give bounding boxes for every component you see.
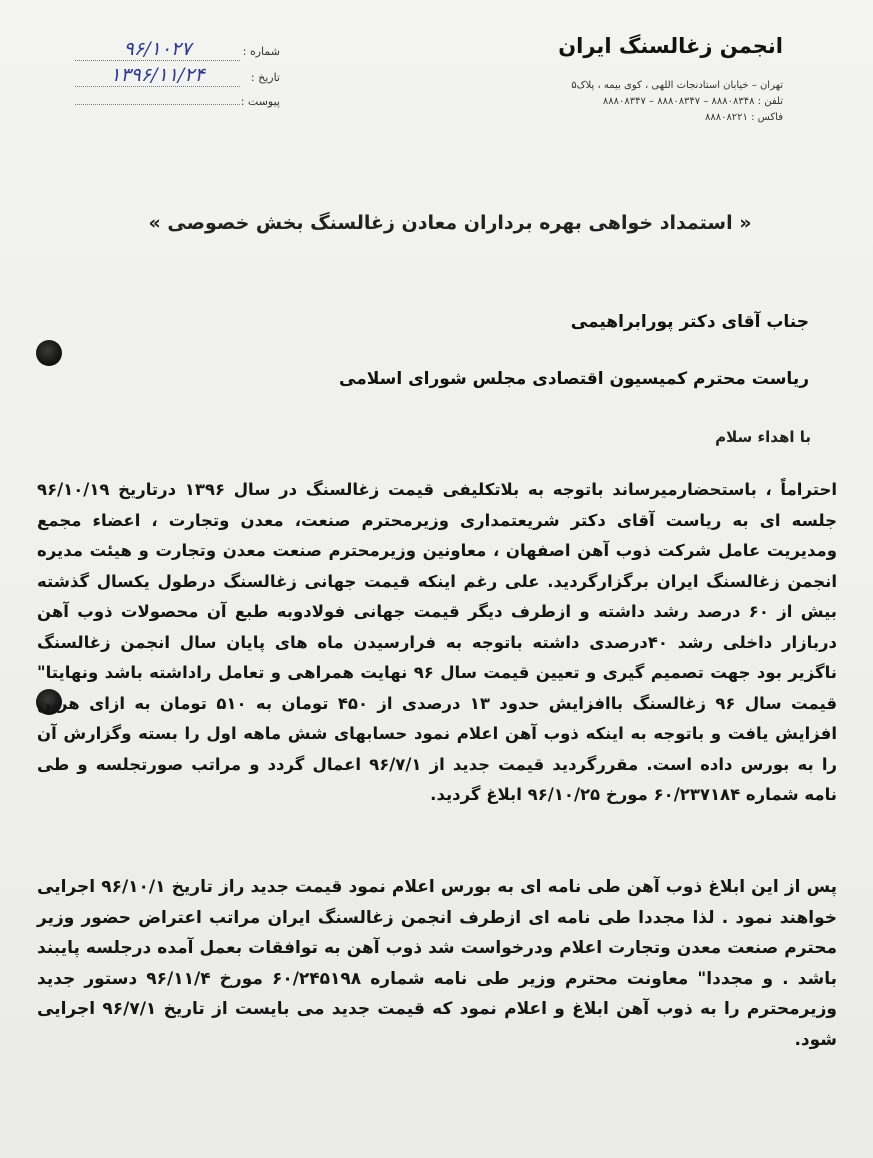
greeting: با اهداء سلام — [715, 428, 811, 446]
letter-meta — [40, 38, 280, 116]
letter-number-label: شماره : — [242, 45, 280, 58]
letter-date-value: ۱۳۹۶/۱۱/۲۴ — [75, 64, 240, 87]
letter-number-row — [40, 38, 280, 64]
body-paragraph-1: احتراماً ، باستحضارمیرساند باتوجه به بلاتکلیفی قیمت زغالسنگ در سال ۱۳۹۶ درتاریخ ۹۶/۱۰/۱۹ جلسه ای به ریاست آقای دکتر شریعتمداری وزیرمحترم صنعت، معدن وتجارت ، اعضاء مجمع ومدیریت عامل شرکت ذوب آهن اصفهان ، معاونین وزیرمحترم صنعت معدن وتجارت و هیئت مدیره انجمن زغالسنگ ایران برگزارگردید. علی رغم اینکه قیمت جهانی زغالسنگ درطول یکسال گذشته بیش از ۶۰ درصد رشد داشته و ازطرف دیگر قیمت جهانی فولادوبه طبع آن محصولات ذوب آهن دربازار داخلی رشد ۴۰درصدی داشته باتوجه به فرارسیدن ماه های پایان سال انجمن زغالسنگ ناگزیر بود جهت تصمیم گیری و تعیین قیمت سال ۹۶ نهایت همراهی و تعامل راداشته باشد ونهایتا" قیمت سال ۹۶ زغالسنگ باافزایش حدود ۱۳ درصدی از ۴۵۰ تومان به ۵۱۰ تومان به ازای هرتن افزایش یافت و باتوجه به اینکه ذوب آهن اعلام نمود حسابهای شش ماهه اول را بسته وگزارش آن را به بورس داده است. مقررگردید قیمت جدید از ۹۶/۷/۱ اعمال گردد و مراتب صورتجلسه و طی نامه شماره ۶۰/۲۳۷۱۸۴ مورخ ۹۶/۱۰/۲۵ ابلاغ گردید. — [37, 480, 838, 804]
letter-date-row — [40, 64, 280, 90]
organization-name: انجمن زغالسنگ ایران — [558, 34, 783, 58]
letter-attachment-label: پیوست : — [240, 95, 280, 108]
letter-subject: « استمداد خواهی بهره برداران معادن زغالسنگ بخش خصوصی » — [148, 212, 752, 234]
punch-hole-top — [36, 340, 62, 366]
organization-phone: تلفن : ۸۸۸۰۸۳۴۸ – ۸۸۸۰۸۳۴۷ – ۸۸۸۰۸۳۴۷ — [602, 96, 783, 107]
letterhead — [493, 34, 783, 126]
letter-date-label: تاریخ : — [250, 71, 280, 84]
letter-attachment-row — [40, 90, 280, 116]
organization-address: تهران – خیابان استادنجات اللهی ، کوی بیمه ، پلاک۵ — [571, 80, 783, 91]
body-paragraph-2: پس از این ابلاغ ذوب آهن طی نامه ای به بورس اعلام نمود قیمت جدید راز تاریخ ۹۶/۱۰/۱ اجرایی خواهند نمود . لذا مجددا طی نامه ای ازطرف انجمن زغالسنگ ایران مراتب اعتراض حضور وزیر محترم صنعت معدن وتجارت اعلام ودرخواست شد ذوب آهن به توافقات بعمل آمده درجلسه پایبند باشد . و مجددا" معاونت محترم وزیر طی نامه شماره ۶۰/۲۴۵۱۹۸ مورخ ۹۶/۱۱/۴ دستور جدید وزیرمحترم را به ذوب آهن ابلاغ و اعلام نمود که قیمت جدید می بایست از تاریخ ۹۶/۷/۱ اجرایی شود. — [37, 877, 838, 1050]
letter-attachment-value — [75, 90, 240, 105]
organization-fax: فاکس : ۸۸۸۰۸۲۲۱ — [704, 112, 783, 123]
letter-number-value: ۹۶/۱۰۲۷ — [75, 38, 240, 61]
recipient-name: جناب آقای دکتر پورابراهیمی — [570, 312, 809, 332]
recipient-title: ریاست محترم کمیسیون اقتصادی مجلس شورای اسلامی — [339, 369, 809, 389]
